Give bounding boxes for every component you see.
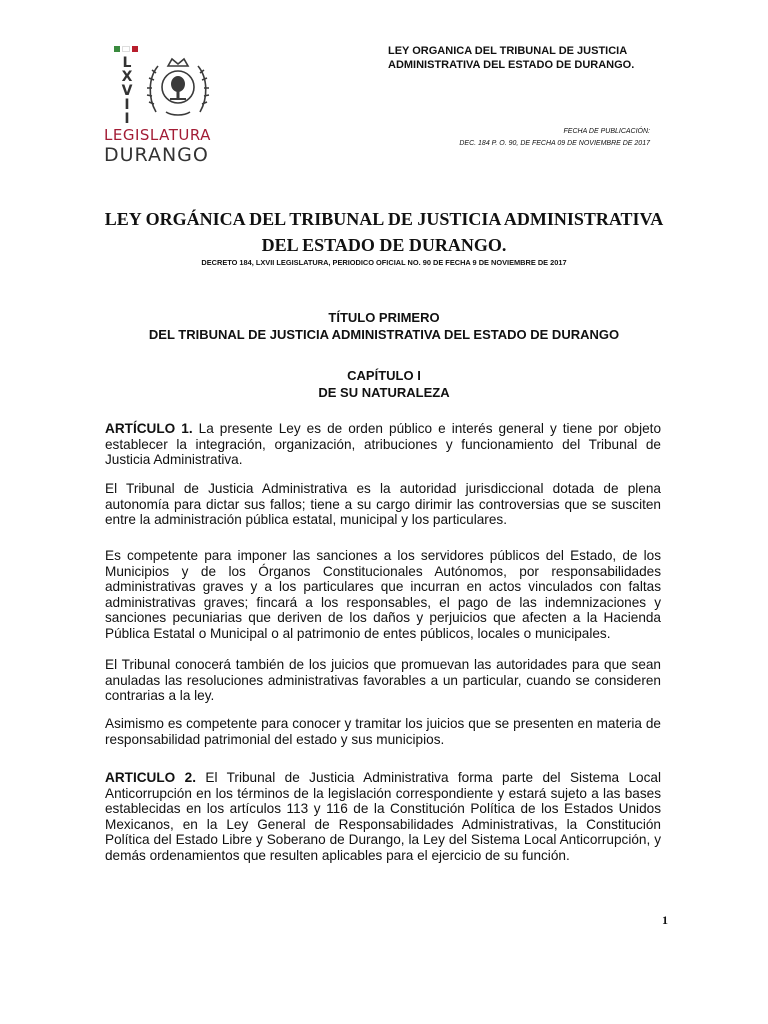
running-header-line: ADMINISTRATIVA DEL ESTADO DE DURANGO. [388, 59, 635, 71]
legislatura-logo [104, 44, 224, 164]
article-1-paragraph [105, 421, 661, 468]
roman-letter: V [121, 83, 133, 99]
state-seal-icon [146, 54, 210, 120]
publication-text: DEC. 184 P. O. 90, DE FECHA 09 DE NOVIEMBRE DE 2017 [459, 140, 650, 147]
page-number: 1 [662, 913, 668, 927]
roman-numeral-lxvii [110, 55, 144, 127]
article-2-text: El Tribunal de Justicia Administrativa forma parte del Sistema Local Anticorrupción en los términos de la legislación correspondiente y estará sujeto a las bases establecidas en los artículos 113 y 116 de la Constitución Política de los Estados Unidos Mexicanos, en la Ley General de Responsabilidades Administrativas, la Constitución Política del Estado Libre y Soberano de Durango, la Ley del Sistema Local Anticorrupción, y demás ordenamientos que resulten aplicables para el ejercicio de su función. [105, 770, 661, 863]
running-header [388, 44, 688, 72]
capitulo-name: DE SU NATURALEZA [318, 385, 450, 400]
titulo-heading [100, 309, 668, 343]
article-1-paragraph-4: El Tribunal conocerá también de los juicios que promuevan las autoridades para que sean anuladas las resoluciones administrativas favorables a un particular, cuando se consideren contrarias a la ley. [105, 657, 661, 704]
article-1-text: La presente Ley es de orden público e interés general y tiene por objeto establecer la integración, organización, atribuciones y funcionamiento del Tribunal de Justicia Administrativa. [105, 421, 662, 468]
logo-word-durango: DURANGO [104, 144, 209, 166]
publication-info [390, 126, 650, 150]
article-1-label: ARTÍCULO 1. [105, 421, 199, 436]
titulo-label: TÍTULO PRIMERO [328, 310, 440, 325]
roman-letter: I [124, 97, 130, 113]
article-2-paragraph [105, 770, 661, 864]
article-1-paragraph-5: Asimismo es competente para conocer y tramitar los juicios que se presenten en materia de responsabilidad patrimonial del estado y sus municipios. [105, 716, 661, 747]
titulo-name: DEL TRIBUNAL DE JUSTICIA ADMINISTRATIVA DEL ESTADO DE DURANGO [148, 327, 620, 342]
article-1-paragraph-2: El Tribunal de Justicia Administrativa es la autoridad jurisdiccional dotada de plena autonomía para dictar sus fallos; tiene a su cargo dirimir las controversias que se susciten entre la administración pública estatal, municipal y los particulares. [105, 481, 661, 528]
capitulo-heading [100, 367, 668, 401]
roman-letter: L [122, 55, 132, 71]
document-title [100, 206, 668, 258]
document-title-line: LEY ORGÁNICA DEL TRIBUNAL DE JUSTICIA ADMINISTRATIVA [104, 209, 664, 229]
logo-word-legislatura: LEGISLATURA [104, 126, 211, 144]
running-header-line: LEY ORGANICA DEL TRIBUNAL DE JUSTICIA [388, 45, 628, 57]
roman-letter: I [124, 111, 130, 127]
flag-stripes [114, 46, 138, 52]
publication-label: FECHA DE PUBLICACIÓN: [563, 128, 650, 135]
document-title-line: DEL ESTADO DE DURANGO. [261, 235, 507, 255]
capitulo-label: CAPÍTULO I [347, 368, 421, 383]
decree-reference: DECRETO 184, LXVII LEGISLATURA, PERIODICO OFICIAL NO. 90 DE FECHA 9 DE NOVIEMBRE DE 2017 [201, 258, 567, 267]
article-2-label: ARTICULO 2. [105, 770, 206, 785]
roman-letter: X [121, 69, 133, 85]
article-1-paragraph-3: Es competente para imponer las sanciones a los servidores públicos del Estado, de los Municipios y de los Órganos Constitucionales Autónomos, por responsabilidades administrativas graves y a los particulares que incurran en actos vinculados con faltas administrativas graves; fincará a los responsables, el pago de las indemnizaciones y sanciones pecuniarias que deriven de los daños y perjuicios que afecten a la Hacienda Pública Estatal o Municipal o al patrimonio de entes públicos, locales o municipales. [105, 548, 661, 641]
